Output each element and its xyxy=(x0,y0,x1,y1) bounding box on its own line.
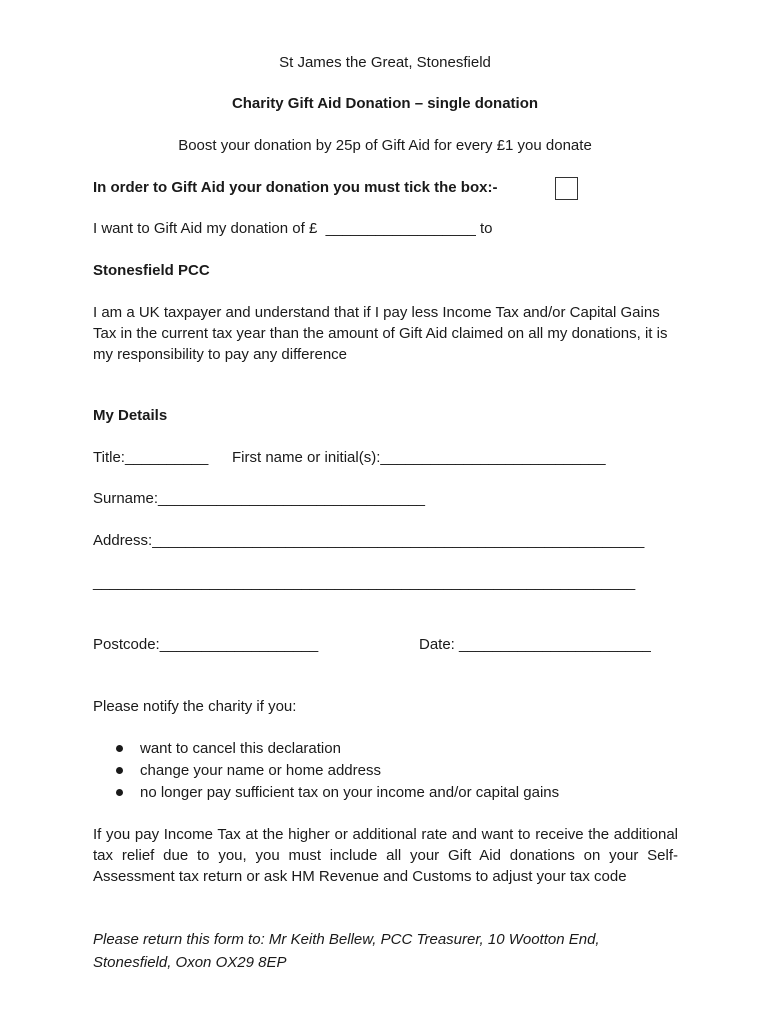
title-field[interactable]: Title:__________ xyxy=(93,449,209,466)
return-address: Please return this form to: Mr Keith Bellew, PCC Treasurer, 10 Wootton End, Stonesfield, Oxon OX29 8EP xyxy=(93,931,600,971)
list-item: no longer pay sufficient tax on your income and/or capital gains xyxy=(93,782,559,804)
gift-aid-checkbox[interactable] xyxy=(555,177,578,200)
surname-field[interactable]: Surname:________________________________ xyxy=(93,490,425,507)
tick-instruction: In order to Gift Aid your donation you must tick the box:- xyxy=(93,179,498,196)
list-item: change your name or home address xyxy=(93,760,559,782)
donation-amount-line[interactable]: I want to Gift Aid my donation of £ __________________ to xyxy=(93,220,493,237)
notify-list xyxy=(93,738,559,804)
bullet-icon xyxy=(116,767,123,774)
my-details-heading: My Details xyxy=(93,407,168,424)
taxpayer-declaration: I am a UK taxpayer and understand that if I pay less Income Tax and/or Capital Gains Tax in the current tax year than the amount of Gift Aid claimed on all my donations, it is my responsibility to pay any difference xyxy=(93,304,668,363)
form-title: Charity Gift Aid Donation – single donation xyxy=(231,95,539,112)
bullet-icon xyxy=(116,789,123,796)
recipient-name: Stonesfield PCC xyxy=(93,262,210,279)
postcode-field[interactable]: Postcode:___________________ xyxy=(93,636,319,653)
list-item: want to cancel this declaration xyxy=(93,738,559,760)
boost-text: Boost your donation by 25p of Gift Aid for every £1 you donate xyxy=(178,137,592,154)
date-field[interactable]: Date: _______________________ xyxy=(419,636,651,653)
first-name-field[interactable]: First name or initial(s):___________________________ xyxy=(232,449,606,466)
higher-rate-note: If you pay Income Tax at the higher or additional rate and want to receive the additional tax relief due to you, you must include all your Gift Aid donations on your Self-Assessment tax return or ask HM Revenue and Customs to adjust your tax code xyxy=(93,826,678,885)
address-line-2[interactable]: _________________________________________________________________ xyxy=(93,574,636,591)
address-field[interactable]: Address:___________________________________________________________ xyxy=(93,532,645,549)
bullet-icon xyxy=(116,745,123,752)
church-name: St James the Great, Stonesfield xyxy=(279,54,491,71)
notify-intro: Please notify the charity if you: xyxy=(93,698,297,715)
